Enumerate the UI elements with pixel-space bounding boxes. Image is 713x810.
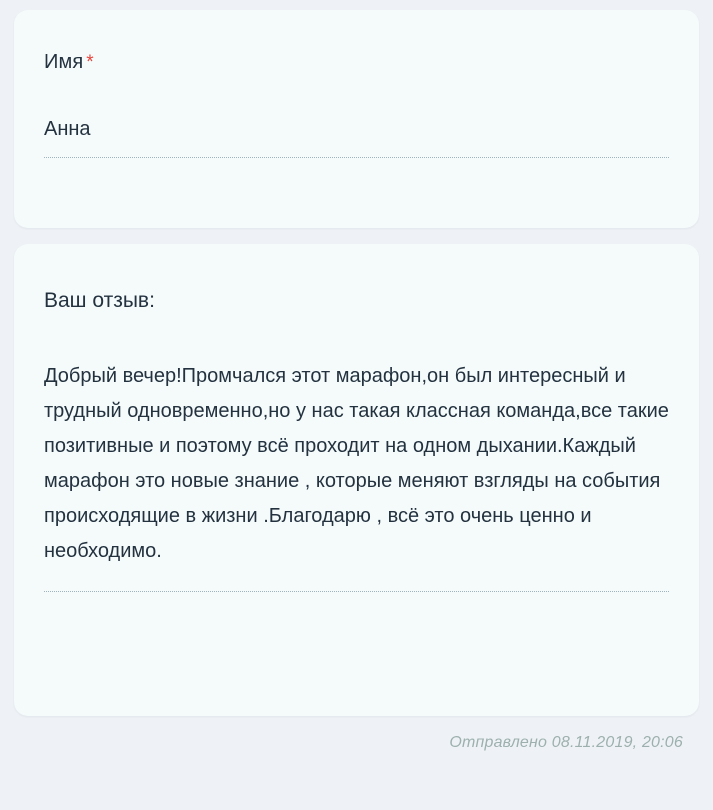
name-input[interactable]: Анна: [44, 117, 91, 140]
review-input[interactable]: Добрый вечер!Промчался этот марафон,он был интересный и трудный одновременно,но у нас такая классная команда,все такие позитивные и поэтому всё проходит на одном дыхании.Каждый марафон это новые знание , которые меняют взгляды на события происходящие в жизни .Благодарю , всё это очень ценно и необходимо.: [44, 365, 669, 563]
name-label-text: Имя: [44, 51, 84, 73]
sent-status-text: Отправлено 08.11.2019, 20:06: [449, 734, 683, 751]
review-field-label: Ваш отзыв:: [44, 289, 155, 312]
review-card: [14, 244, 699, 716]
review-input-wrap[interactable]: [44, 359, 669, 592]
name-input-underline: [44, 157, 669, 158]
review-input-underline: [44, 591, 669, 592]
name-input-wrap[interactable]: [44, 117, 669, 158]
name-field-label: [44, 50, 669, 75]
name-card: [14, 10, 699, 228]
form-page: [0, 10, 713, 810]
footer: [14, 734, 699, 752]
required-asterisk-icon: *: [86, 52, 94, 73]
